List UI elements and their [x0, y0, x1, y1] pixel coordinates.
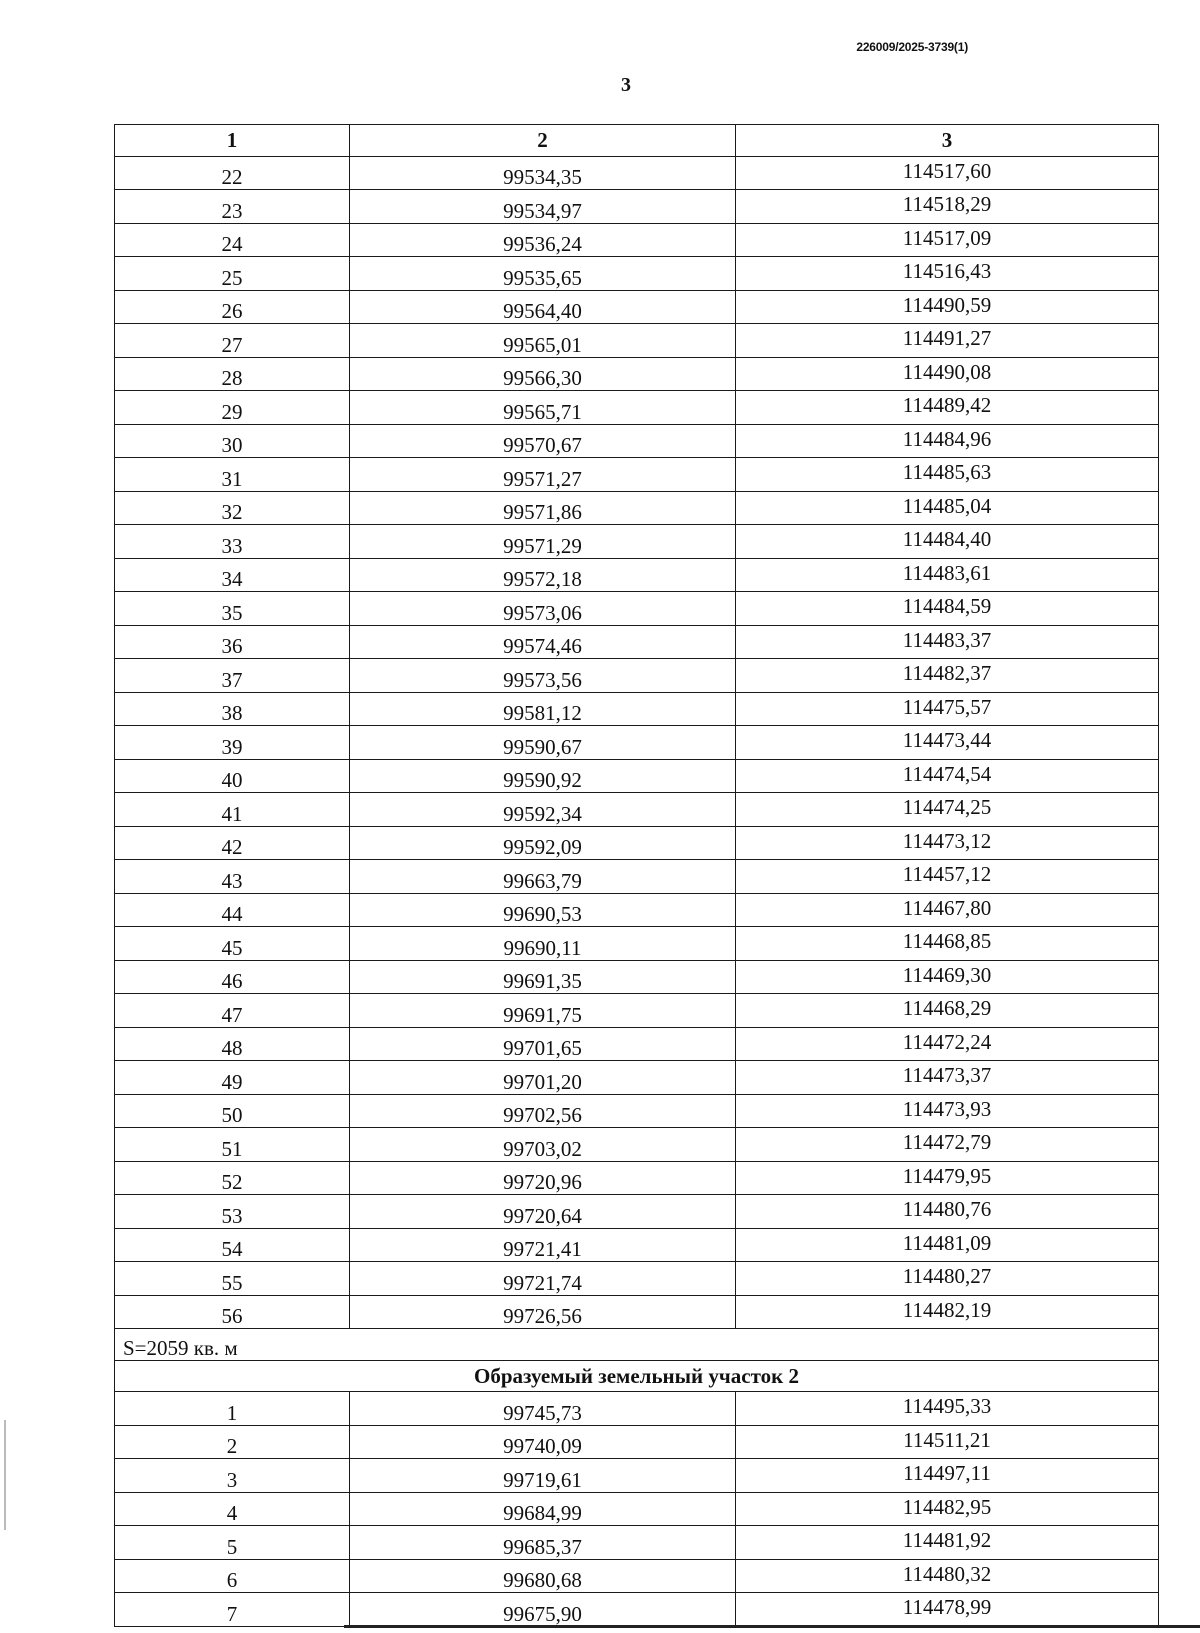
point-number-cell: 46: [115, 960, 350, 994]
y-coordinate-cell: 114484,59: [736, 592, 1159, 626]
table-row: [115, 1061, 1159, 1095]
point-number-cell: 25: [115, 257, 350, 291]
point-number-cell: 42: [115, 826, 350, 860]
area-row: [115, 1329, 1159, 1361]
point-number-cell: 48: [115, 1027, 350, 1061]
point-number-cell: 55: [115, 1262, 350, 1296]
x-coordinate-cell: 99690,53: [350, 893, 736, 927]
point-number-cell: 7: [115, 1593, 350, 1627]
table-row: [115, 625, 1159, 659]
table-row: [115, 324, 1159, 358]
point-number-cell: 27: [115, 324, 350, 358]
x-coordinate-cell: 99565,01: [350, 324, 736, 358]
table-row: [115, 826, 1159, 860]
x-coordinate-cell: 99534,97: [350, 190, 736, 224]
x-coordinate-cell: 99721,74: [350, 1262, 736, 1296]
y-coordinate-cell: 114484,40: [736, 525, 1159, 559]
y-coordinate-cell: 114473,12: [736, 826, 1159, 860]
table-row: [115, 1295, 1159, 1329]
table-row: [115, 1559, 1159, 1593]
x-coordinate-cell: 99590,92: [350, 759, 736, 793]
table-row: [115, 1425, 1159, 1459]
x-coordinate-cell: 99570,67: [350, 424, 736, 458]
point-number-cell: 56: [115, 1295, 350, 1329]
y-coordinate-cell: 114482,37: [736, 659, 1159, 693]
y-coordinate-cell: 114516,43: [736, 257, 1159, 291]
point-number-cell: 31: [115, 458, 350, 492]
point-number-cell: 32: [115, 491, 350, 525]
point-number-cell: 5: [115, 1526, 350, 1560]
x-coordinate-cell: 99663,79: [350, 860, 736, 894]
table-row: [115, 1027, 1159, 1061]
table-row: [115, 1195, 1159, 1229]
table-row: [115, 726, 1159, 760]
table-row: [115, 1094, 1159, 1128]
table-row: [115, 558, 1159, 592]
table-row: [115, 223, 1159, 257]
table-row: [115, 1492, 1159, 1526]
point-number-cell: 36: [115, 625, 350, 659]
y-coordinate-cell: 114482,95: [736, 1492, 1159, 1526]
x-coordinate-cell: 99685,37: [350, 1526, 736, 1560]
y-coordinate-cell: 114468,29: [736, 994, 1159, 1028]
table-row: [115, 659, 1159, 693]
table-row: [115, 1228, 1159, 1262]
y-coordinate-cell: 114473,44: [736, 726, 1159, 760]
y-coordinate-cell: 114489,42: [736, 391, 1159, 425]
y-coordinate-cell: 114490,59: [736, 290, 1159, 324]
point-number-cell: 51: [115, 1128, 350, 1162]
y-coordinate-cell: 114472,24: [736, 1027, 1159, 1061]
page-number: 3: [621, 74, 631, 96]
section-title: Образуемый земельный участок 2: [115, 1360, 1159, 1392]
y-coordinate-cell: 114469,30: [736, 960, 1159, 994]
point-number-cell: 24: [115, 223, 350, 257]
x-coordinate-cell: 99675,90: [350, 1593, 736, 1627]
x-coordinate-cell: 99726,56: [350, 1295, 736, 1329]
y-coordinate-cell: 114480,27: [736, 1262, 1159, 1296]
x-coordinate-cell: 99701,20: [350, 1061, 736, 1095]
point-number-cell: 54: [115, 1228, 350, 1262]
x-coordinate-cell: 99590,67: [350, 726, 736, 760]
point-number-cell: 38: [115, 692, 350, 726]
y-coordinate-cell: 114495,33: [736, 1392, 1159, 1426]
point-number-cell: 29: [115, 391, 350, 425]
x-coordinate-cell: 99573,06: [350, 592, 736, 626]
point-number-cell: 39: [115, 726, 350, 760]
point-number-cell: 43: [115, 860, 350, 894]
point-number-cell: 45: [115, 927, 350, 961]
x-coordinate-cell: 99680,68: [350, 1559, 736, 1593]
table-row: [115, 156, 1159, 190]
y-coordinate-cell: 114511,21: [736, 1425, 1159, 1459]
table-row: [115, 525, 1159, 559]
scan-edge-line: [344, 1625, 1200, 1628]
point-number-cell: 33: [115, 525, 350, 559]
table-row: [115, 458, 1159, 492]
point-number-cell: 41: [115, 793, 350, 827]
point-number-cell: 47: [115, 994, 350, 1028]
table-row: [115, 1593, 1159, 1627]
x-coordinate-cell: 99719,61: [350, 1459, 736, 1493]
table-body-second: [115, 1392, 1159, 1627]
x-coordinate-cell: 99702,56: [350, 1094, 736, 1128]
y-coordinate-cell: 114474,25: [736, 793, 1159, 827]
point-number-cell: 30: [115, 424, 350, 458]
x-coordinate-cell: 99566,30: [350, 357, 736, 391]
table-row: [115, 994, 1159, 1028]
y-coordinate-cell: 114473,37: [736, 1061, 1159, 1095]
table-row: [115, 860, 1159, 894]
table-row: [115, 190, 1159, 224]
table-body-main: [115, 156, 1159, 1329]
point-number-cell: 23: [115, 190, 350, 224]
x-coordinate-cell: 99581,12: [350, 692, 736, 726]
x-coordinate-cell: 99573,56: [350, 659, 736, 693]
y-coordinate-cell: 114490,08: [736, 357, 1159, 391]
y-coordinate-cell: 114497,11: [736, 1459, 1159, 1493]
y-coordinate-cell: 114480,76: [736, 1195, 1159, 1229]
x-coordinate-cell: 99565,71: [350, 391, 736, 425]
y-coordinate-cell: 114468,85: [736, 927, 1159, 961]
point-number-cell: 52: [115, 1161, 350, 1195]
y-coordinate-cell: 114485,63: [736, 458, 1159, 492]
x-coordinate-cell: 99574,46: [350, 625, 736, 659]
x-coordinate-cell: 99691,35: [350, 960, 736, 994]
point-number-cell: 34: [115, 558, 350, 592]
y-coordinate-cell: 114479,95: [736, 1161, 1159, 1195]
y-coordinate-cell: 114483,61: [736, 558, 1159, 592]
scan-edge-mark: [4, 1420, 6, 1530]
table-row: [115, 491, 1159, 525]
x-coordinate-cell: 99572,18: [350, 558, 736, 592]
x-coordinate-cell: 99701,65: [350, 1027, 736, 1061]
x-coordinate-cell: 99592,09: [350, 826, 736, 860]
point-number-cell: 2: [115, 1425, 350, 1459]
x-coordinate-cell: 99535,65: [350, 257, 736, 291]
table-row: [115, 793, 1159, 827]
table-row: [115, 1392, 1159, 1426]
y-coordinate-cell: 114483,37: [736, 625, 1159, 659]
area-note: S=2059 кв. м: [115, 1329, 1159, 1361]
table-row: [115, 1128, 1159, 1162]
table-row: [115, 1526, 1159, 1560]
x-coordinate-cell: 99534,35: [350, 156, 736, 190]
x-coordinate-cell: 99703,02: [350, 1128, 736, 1162]
table-row: [115, 1459, 1159, 1493]
x-coordinate-cell: 99740,09: [350, 1425, 736, 1459]
table-row: [115, 257, 1159, 291]
x-coordinate-cell: 99720,96: [350, 1161, 736, 1195]
y-coordinate-cell: 114485,04: [736, 491, 1159, 525]
y-coordinate-cell: 114517,09: [736, 223, 1159, 257]
x-coordinate-cell: 99571,29: [350, 525, 736, 559]
y-coordinate-cell: 114480,32: [736, 1559, 1159, 1593]
x-coordinate-cell: 99720,64: [350, 1195, 736, 1229]
point-number-cell: 28: [115, 357, 350, 391]
point-number-cell: 50: [115, 1094, 350, 1128]
point-number-cell: 6: [115, 1559, 350, 1593]
point-number-cell: 53: [115, 1195, 350, 1229]
point-number-cell: 37: [115, 659, 350, 693]
y-coordinate-cell: 114484,96: [736, 424, 1159, 458]
x-coordinate-cell: 99571,86: [350, 491, 736, 525]
point-number-cell: 22: [115, 156, 350, 190]
x-coordinate-cell: 99536,24: [350, 223, 736, 257]
y-coordinate-cell: 114472,79: [736, 1128, 1159, 1162]
x-coordinate-cell: 99592,34: [350, 793, 736, 827]
y-coordinate-cell: 114457,12: [736, 860, 1159, 894]
y-coordinate-cell: 114481,92: [736, 1526, 1159, 1560]
table-row: [115, 893, 1159, 927]
x-coordinate-cell: 99564,40: [350, 290, 736, 324]
x-coordinate-cell: 99684,99: [350, 1492, 736, 1526]
x-coordinate-cell: 99721,41: [350, 1228, 736, 1262]
y-coordinate-cell: 114517,60: [736, 156, 1159, 190]
document-number: 226009/2025-3739(1): [856, 40, 968, 54]
column-header-2: 2: [350, 125, 736, 157]
point-number-cell: 44: [115, 893, 350, 927]
table-row: [115, 290, 1159, 324]
y-coordinate-cell: 114482,19: [736, 1295, 1159, 1329]
point-number-cell: 49: [115, 1061, 350, 1095]
y-coordinate-cell: 114491,27: [736, 324, 1159, 358]
point-number-cell: 35: [115, 592, 350, 626]
column-header-1: 1: [115, 125, 350, 157]
y-coordinate-cell: 114467,80: [736, 893, 1159, 927]
y-coordinate-cell: 114481,09: [736, 1228, 1159, 1262]
table-row: [115, 927, 1159, 961]
point-number-cell: 3: [115, 1459, 350, 1493]
x-coordinate-cell: 99691,75: [350, 994, 736, 1028]
column-header-3: 3: [736, 125, 1159, 157]
x-coordinate-cell: 99745,73: [350, 1392, 736, 1426]
table-header-row: [115, 125, 1159, 157]
y-coordinate-cell: 114478,99: [736, 1593, 1159, 1627]
y-coordinate-cell: 114518,29: [736, 190, 1159, 224]
table-row: [115, 1262, 1159, 1296]
y-coordinate-cell: 114473,93: [736, 1094, 1159, 1128]
table-row: [115, 391, 1159, 425]
x-coordinate-cell: 99690,11: [350, 927, 736, 961]
section-row: [115, 1360, 1159, 1392]
table-row: [115, 424, 1159, 458]
table-row: [115, 592, 1159, 626]
table-row: [115, 692, 1159, 726]
table-row: [115, 357, 1159, 391]
point-number-cell: 4: [115, 1492, 350, 1526]
point-number-cell: 1: [115, 1392, 350, 1426]
table-row: [115, 759, 1159, 793]
table-row: [115, 960, 1159, 994]
table-row: [115, 1161, 1159, 1195]
point-number-cell: 40: [115, 759, 350, 793]
x-coordinate-cell: 99571,27: [350, 458, 736, 492]
point-number-cell: 26: [115, 290, 350, 324]
y-coordinate-cell: 114475,57: [736, 692, 1159, 726]
coordinates-table: [114, 124, 1159, 1627]
y-coordinate-cell: 114474,54: [736, 759, 1159, 793]
